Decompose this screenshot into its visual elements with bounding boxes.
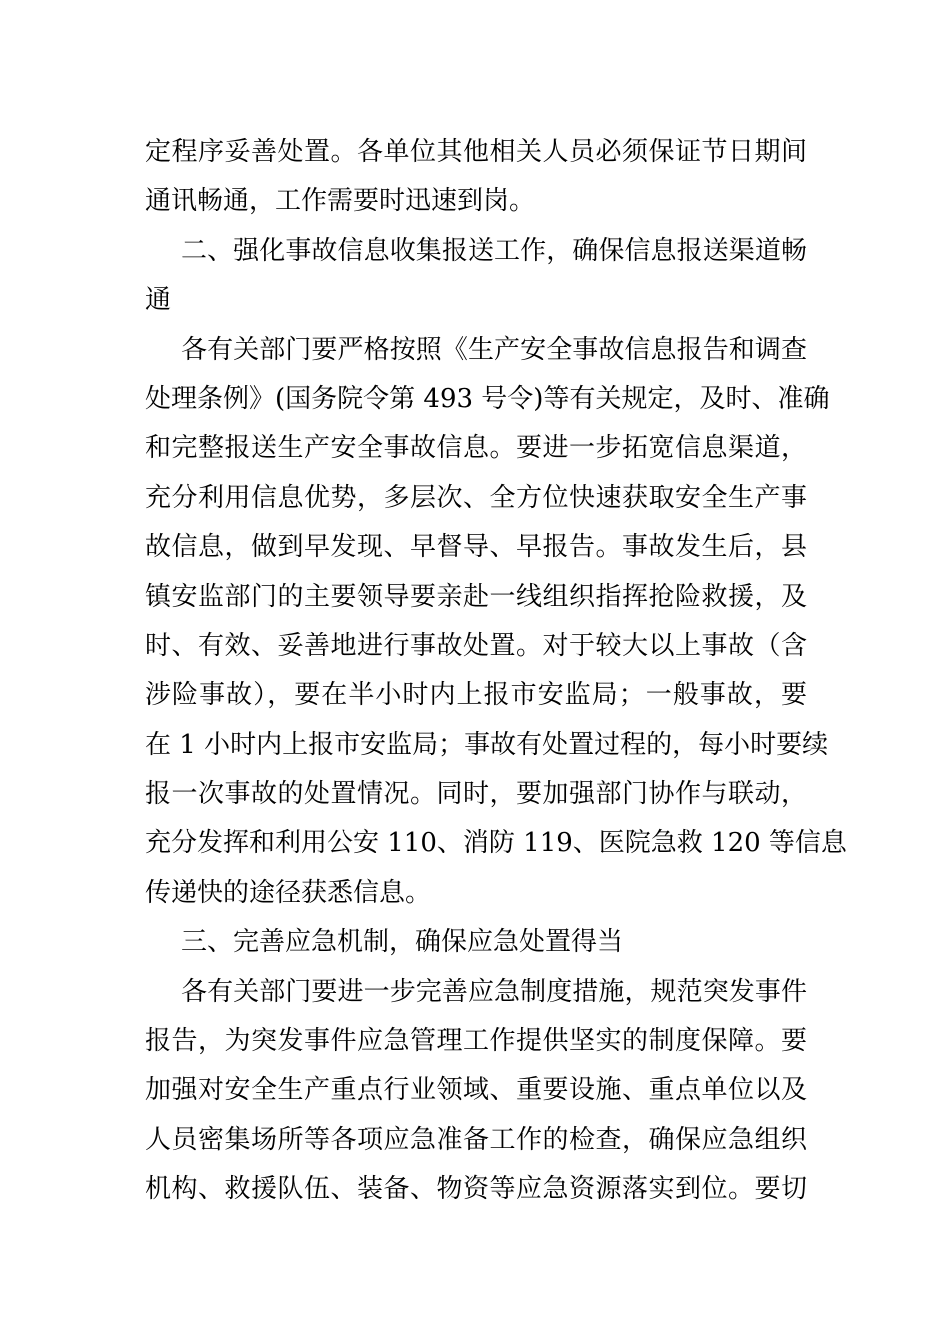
text-line: 充分利用信息优势，多层次、全方位快速获取安全生产事 [145,482,807,513]
text-line: 在 1 小时内上报市安监局；事故有处置过程的，每小时要续 [145,729,829,760]
text-line: 通讯畅通，工作需要时迅速到岗。 [145,186,536,217]
text-line: 报告，为突发事件应急管理工作提供坚实的制度保障。要 [145,1026,807,1057]
text-line: 处理条例》(国务院令第 493 号令)等有关规定，及时、准确 [145,383,830,414]
text-line: 各有关部门要严格按照《生产安全事故信息报告和调查 [181,334,807,365]
text-line: 时、有效、妥善地进行事故处置。对于较大以上事故（含 [145,630,807,661]
text-line: 传递快的途径获悉信息。 [145,877,432,908]
text-line: 报一次事故的处置情况。同时，要加强部门协作与联动， [145,779,807,810]
text-line: 镇安监部门的主要领导要亲赴一线组织指挥抢险救援，及 [145,581,807,612]
section-heading-3: 三、完善应急机制，确保应急处置得当 [181,927,624,958]
text-line: 涉险事故），要在半小时内上报市安监局；一般事故，要 [145,680,807,711]
text-line: 充分发挥和利用公安 110、消防 119、医院急救 120 等信息 [145,828,847,859]
text-line: 和完整报送生产安全事故信息。要进一步拓宽信息渠道， [145,433,807,464]
text-line: 人员密集场所等各项应急准备工作的检查，确保应急组织 [145,1124,807,1155]
text-line: 各有关部门要进一步完善应急制度措施，规范突发事件 [181,976,807,1007]
text-line: 故信息，做到早发现、早督导、早报告。事故发生后，县 [145,532,807,563]
section-heading-2-continued: 通 [145,285,172,316]
text-line: 加强对安全生产重点行业领域、重要设施、重点单位以及 [145,1075,807,1106]
document-body [145,128,847,1215]
text-line: 定程序妥善处置。各单位其他相关人员必须保证节日期间 [145,137,807,167]
section-heading-2: 二、强化事故信息收集报送工作，确保信息报送渠道畅 [181,235,807,266]
text-line: 机构、救援队伍、装备、物资等应急资源落实到位。要切 [145,1174,807,1205]
